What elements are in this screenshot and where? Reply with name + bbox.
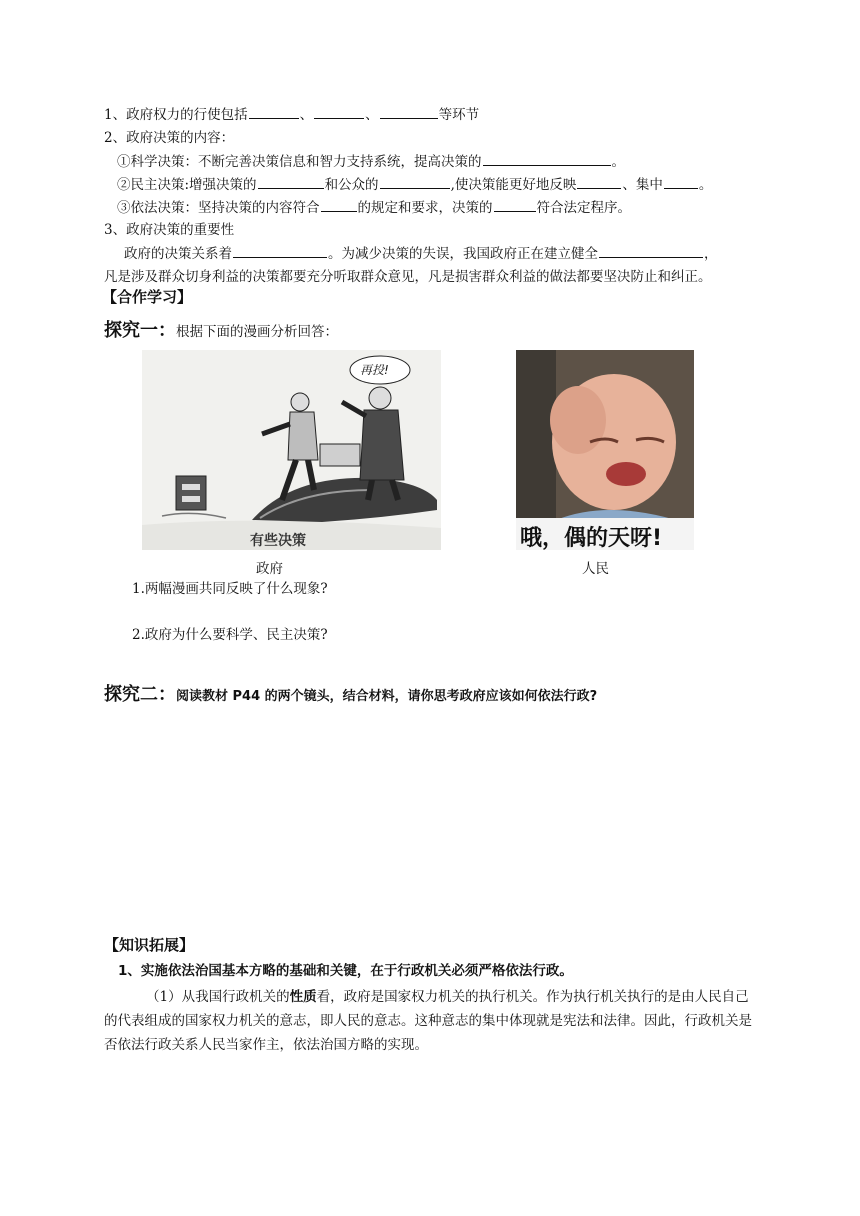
cartoon-image	[142, 350, 441, 550]
item-2b: ②民主决策:增强决策的 和公众的 ,使决策能更好地反映 、集中 。	[117, 177, 713, 193]
cartoon-caption: 有些决策	[250, 533, 306, 549]
blank	[599, 245, 703, 258]
blank	[314, 106, 364, 119]
blank	[258, 176, 324, 189]
blank	[483, 153, 611, 166]
explore2-label: 探究二：	[104, 684, 176, 705]
explore2-line	[104, 680, 597, 708]
question-2: 2.政府为什么要科学、民主决策?	[132, 627, 328, 643]
label-government: 政府	[256, 561, 283, 577]
coop-heading: 【合作学习】	[102, 288, 193, 306]
item-3: 3、政府决策的重要性	[104, 222, 235, 238]
keyword-nature: 性质	[289, 989, 317, 1005]
question-1: 1.两幅漫画共同反映了什么现象?	[132, 581, 328, 597]
blank	[494, 199, 536, 212]
photo-caption: 哦，偶的天呀!	[520, 526, 663, 550]
extension-heading: 【知识拓展】	[104, 936, 195, 954]
item-1: 1、政府权力的行使包括 、 、 等环节	[104, 107, 480, 123]
extension-paragraph: （1）从我国行政机关的性质看，政府是国家权力机关的执行机关。作为执行机关执行的是由人民自己的代表组成的国家权力机关的意志，即人民的意志。这种意志的集中体现就是宪法和法律。因此，行政机关是否依法行政关系人民当家作主，依法治国方略的实现。	[104, 989, 752, 1053]
explore1-prompt: 根据下面的漫画分析回答：	[176, 324, 338, 340]
cartoon-bubble-text: 再投!	[360, 363, 389, 377]
explore2-prompt: 阅读教材 P44 的两个镜头，结合材料，请你思考政府应该如何依法行政?	[176, 689, 598, 704]
blank	[664, 176, 698, 189]
blank	[321, 199, 357, 212]
item-2: 2、政府决策的内容：	[104, 130, 235, 146]
blank	[249, 106, 299, 119]
crying-baby-photo	[516, 350, 694, 550]
cartoon-drawing	[142, 350, 441, 550]
item-3a: 政府的决策关系着 。为减少决策的失误，我国政府正在建立健全 ，	[124, 246, 718, 262]
explore1-label: 探究一：	[104, 320, 176, 341]
baby-drawing	[516, 350, 694, 550]
item-2a: ①科学决策：不断完善决策信息和智力支持系统，提高决策的 。	[117, 154, 625, 170]
blank	[380, 176, 450, 189]
blank	[233, 245, 327, 258]
blank	[577, 176, 621, 189]
label-people: 人民	[582, 561, 609, 577]
extension-point-1: 1、实施依法治国基本方略的基础和关键，在于行政机关必须严格依法行政。	[118, 963, 573, 979]
item-3b: 凡是涉及群众切身利益的决策都要充分听取群众意见，凡是损害群众利益的做法都要坚决防止和纠正。	[104, 269, 712, 285]
blank	[380, 106, 438, 119]
item-2c: ③依法决策：坚持决策的内容符合 的规定和要求，决策的 符合法定程序。	[117, 200, 631, 216]
explore1-line	[104, 316, 338, 343]
